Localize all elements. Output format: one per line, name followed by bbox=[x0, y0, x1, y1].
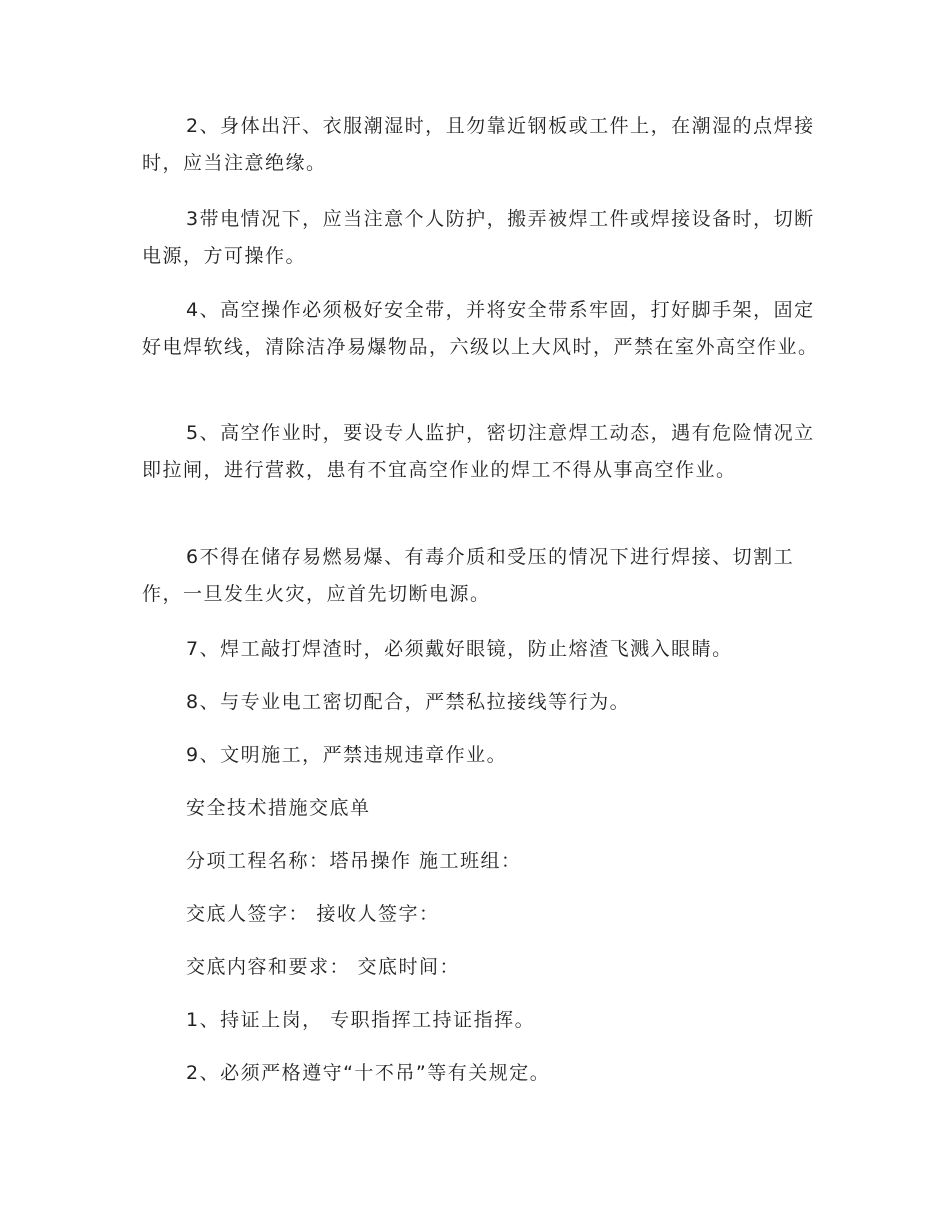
section-title: 安全技术措施交底单 bbox=[186, 797, 371, 819]
requirement-item-1: 1、持证上岗， 专职指挥工持证指挥。 bbox=[186, 1009, 536, 1031]
paragraph-item-9: 9、文明施工，严禁违规违章作业。 bbox=[186, 744, 508, 766]
paragraph-item-6: 6不得在储存易燃易爆、有毒介质和受压的情况下进行焊接、切割工作，一旦发生火灾，应首先切断电源。 bbox=[142, 546, 795, 605]
paragraph-item-7: 7、焊工敲打焊渣时，必须戴好眼镜，防止熔渣飞溅入眼睛。 bbox=[186, 638, 733, 660]
paragraph-item-8: 8、与专业电工密切配合，严禁私拉接线等行为。 bbox=[186, 691, 631, 713]
paragraph-item-5: 5、高空作业时，要设专人监护，密切注意焊工动态，遇有危险情况立即拉闸，进行营救，患有不宜高空作业的焊工不得从事高空作业。 bbox=[142, 422, 815, 481]
signature-line: 交底人签字： 接收人签字： bbox=[186, 903, 440, 925]
project-name-line: 分项工程名称：塔吊操作 施工班组： bbox=[186, 850, 522, 872]
paragraph-item-4: 4、高空操作必须极好安全带，并将安全带系牢固，打好脚手架，固定好电焊软线，清除洁净易爆物品，六级以上大风时，严禁在室外高空作业。 bbox=[142, 299, 819, 358]
paragraph-item-3: 3带电情况下，应当注意个人防护，搬弄被焊工件或焊接设备时，切断电源，方可操作。 bbox=[142, 208, 815, 267]
requirement-item-2: 2、必须严格遵守“十不吊”等有关规定。 bbox=[186, 1062, 551, 1084]
content-time-line: 交底内容和要求： 交底时间： bbox=[186, 956, 461, 978]
paragraph-item-2: 2、身体出汗、衣服潮湿时，且勿靠近钢板或工件上，在潮湿的点焊接时，应当注意绝缘。 bbox=[142, 115, 815, 174]
